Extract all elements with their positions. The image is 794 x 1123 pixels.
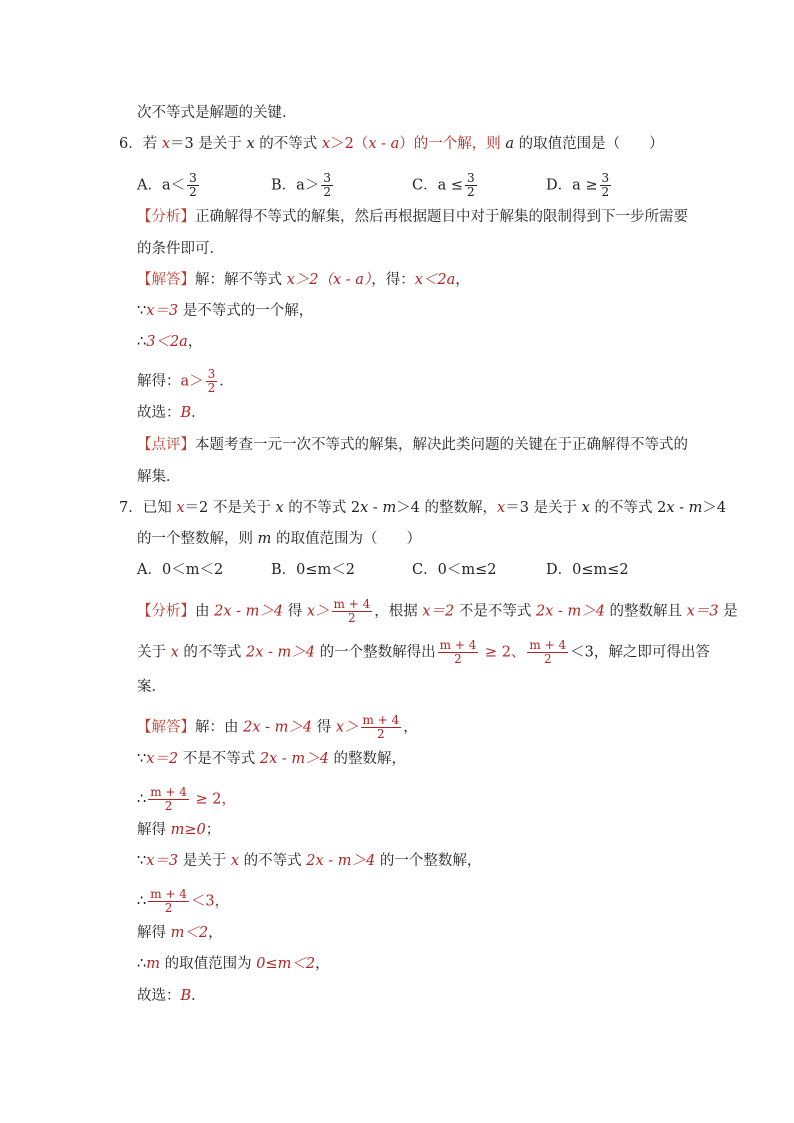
fraction [600, 172, 612, 199]
text-segment: x [666, 500, 675, 516]
answer-line [137, 821, 220, 839]
fraction [206, 368, 218, 395]
text-segment: 故选： [137, 988, 181, 1004]
fraction [465, 172, 477, 199]
text-segment: x [246, 136, 255, 152]
text-segment: x＝2 [146, 751, 179, 767]
fraction-part: 2 [601, 185, 610, 199]
text-segment: 的整数解， [328, 751, 406, 767]
text-segment: 由 [195, 603, 215, 620]
fraction [527, 639, 568, 666]
text-segment: 【点评】 [137, 437, 195, 453]
question-7-stem [119, 499, 726, 517]
fraction [332, 598, 373, 625]
option-d: D．0≤m≤2 [546, 562, 629, 578]
text-segment: 2x - m＞4 [306, 853, 376, 869]
text-segment: 【分析】 [137, 209, 195, 225]
fraction [148, 786, 189, 813]
text-segment: - [674, 500, 689, 516]
text-segment: A．a＜ [137, 177, 186, 194]
text-segment: 2x - m＞4 [535, 603, 605, 620]
text-segment: ＝3 是关于 [170, 136, 247, 152]
text-segment: 3＜2a [146, 334, 188, 350]
text-segment: ∵ [137, 303, 147, 319]
text-segment: ＞2（ [330, 136, 369, 152]
text-segment: x [230, 853, 240, 869]
analysis-line [137, 598, 738, 625]
answer-line [137, 333, 202, 351]
comment-line [137, 468, 181, 486]
fraction-part: m + 4 [439, 638, 477, 652]
text-segment: 的条件即可． [137, 241, 224, 257]
text-segment: x＝2 [422, 603, 455, 620]
text-segment: - [376, 136, 391, 152]
text-segment: 不是不等式 [178, 751, 260, 767]
text-segment: ∴ [137, 791, 147, 808]
fraction-part: m + 4 [529, 638, 567, 652]
text-segment: ． [191, 988, 206, 1004]
fraction-part: 2 [467, 185, 475, 199]
text-segment: 0≤m＜2 [256, 956, 316, 972]
text-segment: 故选： [137, 405, 181, 421]
text-segment: ∴ [137, 956, 147, 972]
text-segment: ＝3 是关于 [505, 500, 582, 516]
text-line [137, 104, 297, 122]
text-segment: 的整数解且 [604, 603, 687, 620]
fraction [187, 172, 199, 199]
text-segment: x [275, 500, 284, 516]
text-segment: ， [315, 956, 330, 972]
text-segment: C．a ≤ [412, 177, 463, 194]
text-segment: 的一个整数解，则 [137, 531, 258, 547]
text-segment: a [505, 136, 515, 152]
text-segment: ＞4 的整数解， [396, 500, 498, 516]
text-segment: 的取值范围为（ ） [271, 531, 421, 547]
text-segment: 的不等式 [239, 853, 307, 869]
text-segment: 的取值范围为 [159, 956, 257, 972]
text-segment: a [390, 136, 400, 152]
answer-line [137, 271, 470, 289]
analysis-line [137, 678, 166, 696]
text-segment: x [321, 136, 331, 152]
fraction [438, 639, 479, 666]
text-segment: ＜3， [190, 893, 230, 910]
comment-line [137, 436, 688, 454]
text-segment: x [497, 500, 506, 516]
text-segment: 解集． [137, 469, 181, 485]
fraction-part: 2 [377, 727, 385, 741]
text-segment: 正确解得不等式的解集，然后再根据题目中对于解集的限制得到下一步所需要 [195, 209, 688, 225]
text-segment: ）的一个解，则 [399, 136, 506, 152]
text-segment: 是 [718, 603, 738, 620]
text-segment: 的不等式 2 [283, 500, 361, 516]
fraction [148, 888, 189, 915]
text-segment: 6．若 [119, 136, 162, 152]
text-segment: x [368, 136, 377, 152]
text-segment: 2x - m＞4 [214, 603, 284, 620]
text-segment: ∵ [137, 751, 147, 767]
text-segment: 是关于 [178, 853, 231, 869]
text-segment: x＞ [335, 719, 359, 736]
question-7-stem [137, 530, 421, 548]
text-segment: ∴ [137, 334, 147, 350]
text-segment: x [161, 136, 171, 152]
text-segment: - [368, 500, 383, 516]
text-segment: 关于 [137, 644, 171, 661]
text-segment: 解得 [137, 822, 171, 838]
question-6-stem [119, 135, 664, 153]
text-segment: D．a ≥ [546, 177, 598, 194]
text-segment: m [688, 500, 703, 516]
fraction-part: 3 [323, 171, 331, 185]
text-segment: x [170, 644, 179, 661]
text-segment: m [257, 531, 272, 547]
option-c: C．0＜m≤2 [412, 562, 497, 578]
text-segment: m＜2 [170, 925, 209, 941]
fraction-part: 3 [601, 171, 610, 185]
analysis-line [137, 208, 688, 226]
text-segment: 的取值范围是（ ） [514, 136, 664, 152]
fraction-part: 2 [164, 901, 173, 915]
text-segment: 得 [312, 719, 336, 736]
fraction-part: 3 [207, 367, 216, 381]
fraction-part: 2 [323, 185, 331, 199]
text-segment: 的一个整数解， [375, 853, 482, 869]
fraction-part: m + 4 [150, 887, 187, 901]
fraction-part: 2 [454, 652, 462, 666]
text-segment: x＝3 [146, 303, 179, 319]
text-segment: 本题考查一元一次不等式的解集，解决此类问题的关键在于正确解得不等式的 [195, 437, 688, 453]
text-segment: 案． [137, 679, 166, 695]
text-segment: ∵ [137, 853, 147, 869]
option-c [412, 172, 479, 199]
answer-line [137, 750, 406, 768]
text-segment: m [146, 956, 160, 972]
fraction-part: 2 [189, 185, 197, 199]
text-segment: ∴ [137, 893, 147, 910]
text-segment: 2x - m＞4 [246, 644, 316, 661]
text-segment: B [180, 405, 192, 421]
text-segment: 解：由 [195, 719, 244, 736]
text-segment: 不是不等式 [454, 603, 536, 620]
answer-line [137, 924, 223, 942]
fraction-part: 2 [543, 652, 552, 666]
text-segment: 2x - m＞4 [243, 719, 313, 736]
text-segment: m≥0 [170, 822, 206, 838]
fraction-part: m + 4 [150, 785, 187, 799]
text-segment: B [180, 988, 192, 1004]
text-segment: 7．已知 [119, 500, 177, 516]
option-b: B．0≤m＜2 [271, 562, 356, 578]
fraction [321, 172, 333, 199]
text-segment: ＝2 不是关于 [184, 500, 276, 516]
answer-line [137, 714, 418, 741]
fraction-part: 2 [207, 381, 216, 395]
text-segment: x＝3 [146, 853, 179, 869]
text-segment: ，根据 [374, 603, 423, 620]
answer-line [137, 955, 330, 973]
text-segment: 的一个整数解得出 [315, 644, 436, 661]
fraction-part: 3 [189, 171, 197, 185]
text-segment: x [176, 500, 185, 516]
text-segment: 【解答】 [137, 272, 195, 288]
text-segment: ； [205, 822, 221, 838]
text-segment: ， [208, 925, 223, 941]
text-segment: 解得 [137, 925, 171, 941]
choose-line [137, 404, 206, 422]
fraction-part: 2 [164, 799, 173, 813]
text-segment: 解：解不等式 [195, 272, 287, 288]
choose-line [137, 987, 206, 1005]
text-segment: ． [219, 373, 234, 390]
answer-line [137, 888, 229, 915]
text-segment: ， [403, 719, 418, 736]
text-segment: 是不等式的一个解， [178, 303, 314, 319]
text-segment: ，得： [371, 272, 415, 288]
option-d [546, 172, 613, 199]
text-segment: 解得： [137, 373, 181, 390]
text-segment: x＝3 [686, 603, 719, 620]
text-segment: ． [191, 405, 206, 421]
text-segment: x [360, 500, 369, 516]
text-segment: ， [455, 272, 470, 288]
text-segment: x [581, 500, 590, 516]
text-segment: 得 [283, 603, 307, 620]
fraction-part: m + 4 [362, 713, 400, 727]
text-segment: 次不等式是解题的关键． [137, 105, 297, 121]
answer-line [137, 786, 236, 813]
fraction-part: 2 [348, 611, 356, 625]
text-segment: m [382, 500, 397, 516]
text-segment: ＜3，解之即可得出答 [570, 644, 710, 661]
text-segment: ＞4 [702, 500, 727, 516]
option-a [137, 172, 201, 199]
text-segment: B．a＞ [271, 177, 320, 194]
analysis-line [137, 240, 224, 258]
text-segment: 的不等式 [254, 136, 322, 152]
text-segment: x＜2a [414, 272, 456, 288]
analysis-line [137, 639, 710, 666]
text-segment: x＞ [306, 603, 330, 620]
fraction-part: m + 4 [333, 597, 371, 611]
answer-line [137, 302, 313, 320]
text-segment: ， [187, 334, 203, 350]
option-a: A．0＜m＜2 [137, 562, 224, 578]
text-segment: 2x - m＞4 [259, 751, 329, 767]
answer-line [137, 368, 234, 395]
text-segment: 的不等式 [178, 644, 247, 661]
text-segment: a＞ [180, 373, 204, 390]
fraction [361, 714, 402, 741]
text-segment: x＞2（x - a） [286, 272, 372, 288]
fraction-part: 3 [467, 171, 475, 185]
answer-line [137, 852, 481, 870]
text-segment: 【分析】 [137, 603, 195, 620]
text-segment: 的不等式 2 [589, 500, 667, 516]
text-segment: ≥ 2、 [480, 644, 526, 661]
text-segment: ≥ 2， [190, 791, 237, 808]
text-segment: 【解答】 [137, 719, 195, 736]
option-b [271, 172, 335, 199]
